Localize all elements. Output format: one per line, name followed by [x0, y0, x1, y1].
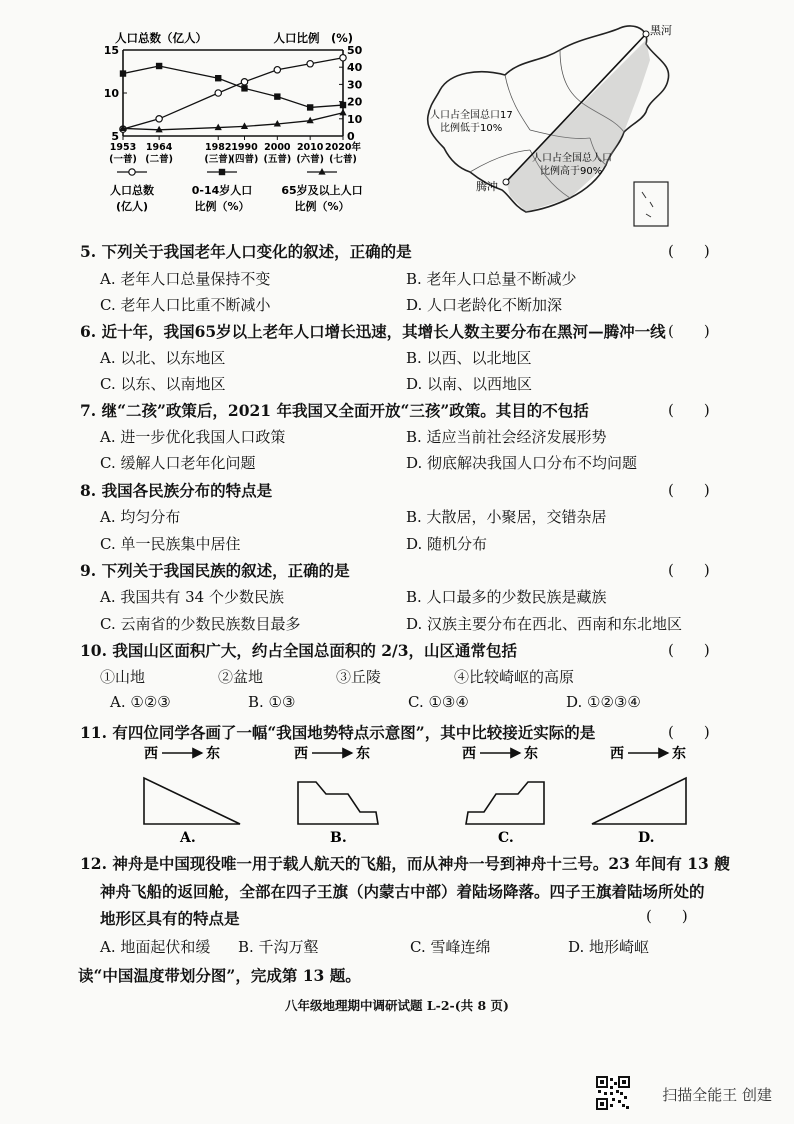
china-population-map	[410, 20, 685, 235]
q8-option-b[interactable]: B. 大散居，小聚居，交错杂居	[406, 508, 607, 526]
series-1-point	[241, 85, 247, 91]
q12-option-b[interactable]: B. 千沟万壑	[238, 938, 319, 956]
q7-option-b[interactable]: B. 适应当前社会经济发展形势	[406, 428, 607, 446]
q6-option-c[interactable]: C. 以东、以南地区	[100, 375, 226, 393]
diagram-a-east: 东	[206, 746, 220, 762]
q10-option-d[interactable]: D. ①②③④	[566, 693, 641, 711]
right-axis-title: 人口比例 (%)	[273, 31, 353, 45]
diagram-a-label: A.	[180, 830, 196, 846]
question-11-stem: 11. 有四位同学各画了一幅“我国地势特点示意图”，其中比较接近实际的是	[80, 723, 596, 742]
tengchong-label: 腾冲	[476, 180, 498, 193]
q10-item-3: ③丘陵	[336, 668, 382, 686]
q6-option-b[interactable]: B. 以西、以北地区	[406, 349, 532, 367]
question-5-stem: 5. 下列关于我国老年人口变化的叙述，正确的是	[80, 242, 412, 261]
q7-option-d[interactable]: D. 彻底解决我国人口分布不均问题	[406, 454, 638, 472]
qr-code-icon	[596, 1076, 630, 1110]
diagram-b-west: 西	[294, 746, 308, 762]
census-label: (四普)	[230, 154, 259, 165]
left-tick-label: 15	[103, 44, 119, 57]
diagram-c[interactable]	[462, 745, 544, 846]
q12-option-a[interactable]: A. 地面起伏和缓	[100, 938, 211, 956]
question-7-answer-paren[interactable]: ( )	[668, 401, 710, 419]
series-1-point	[340, 102, 346, 108]
q10-option-a[interactable]: A. ①②③	[110, 693, 171, 711]
q6-option-a[interactable]: A. 以北、以东地区	[100, 349, 226, 367]
diagram-d-shape	[592, 778, 686, 824]
diagram-c-east: 东	[524, 746, 538, 762]
diagram-c-west: 西	[462, 746, 476, 762]
question-7-stem: 7. 继“二孩”政策后，2021 年我国又全面开放“三孩”政策。其目的不包括	[80, 401, 589, 420]
terrain-profile-diagrams	[130, 742, 700, 848]
question-8-stem: 8. 我国各民族分布的特点是	[80, 481, 273, 500]
question-9-answer-paren[interactable]: ( )	[668, 561, 710, 579]
q10-option-c[interactable]: C. ①③④	[408, 693, 469, 711]
question-6-stem: 6. 近十年，我国65岁以上老年人口增长迅速，其增长人数主要分布在黑河—腾冲一线	[80, 322, 666, 341]
q7-option-c[interactable]: C. 缓解人口老年化问题	[100, 454, 256, 472]
heihe-point	[643, 31, 649, 37]
series-1-point	[215, 75, 221, 81]
diagram-a-shape	[144, 778, 240, 824]
left-tick-label: 5	[111, 130, 119, 143]
question-9-stem: 9. 下列关于我国民族的叙述，正确的是	[80, 561, 350, 580]
question-12-stem-line-2: 神舟飞船的返回舱，全部在四子王旗（内蒙古中部）着陆场降落。四子王旗着陆场所处的	[100, 882, 705, 901]
series-0-point	[215, 90, 221, 96]
read-note: 读“中国温度带划分图”，完成第 13 题。	[78, 966, 361, 985]
q7-option-a[interactable]: A. 进一步优化我国人口政策	[100, 428, 286, 446]
tengchong-point	[503, 179, 509, 185]
x-tick-label: 1964	[145, 142, 173, 153]
series-0-point	[340, 55, 346, 61]
question-10-stem: 10. 我国山区面积广大，约占全国总面积的 2/3，山区通常包括	[80, 641, 517, 660]
diagram-b-label: B.	[330, 830, 347, 846]
legend-name-0: 人口总数	[110, 184, 154, 197]
diagram-d-west: 西	[610, 746, 624, 762]
series-2-point	[339, 109, 346, 116]
q5-option-c[interactable]: C. 老年人口比重不断减小	[100, 296, 271, 314]
series-0-point	[307, 61, 313, 67]
x-tick-label: 1990	[231, 142, 258, 153]
question-5-answer-paren[interactable]: ( )	[668, 242, 710, 260]
right-tick-label: 30	[347, 78, 363, 92]
census-label: (一普)	[109, 154, 137, 165]
legend-marker-0	[129, 169, 135, 175]
legend-unit-1: 比例（%）	[194, 200, 250, 213]
q10-item-1: ①山地	[100, 668, 146, 686]
scanner-watermark: 扫描全能王 创建	[662, 1086, 772, 1104]
legend-name-1: 0-14岁人口	[191, 184, 253, 197]
diagram-d-east: 东	[672, 746, 686, 762]
x-tick-label: 1982	[204, 142, 232, 153]
heihe-label: 黑河	[650, 24, 672, 37]
series-1-point	[120, 70, 126, 76]
question-6-answer-paren[interactable]: ( )	[668, 322, 710, 340]
q8-option-d[interactable]: D. 随机分布	[406, 535, 488, 553]
page-footer: 八年级地理期中调研试题 L-2-(共 8 页)	[285, 998, 509, 1013]
diagram-c-label: C.	[498, 830, 514, 846]
question-10-answer-paren[interactable]: ( )	[668, 641, 710, 659]
q9-option-a[interactable]: A. 我国共有 34 个少数民族	[100, 588, 284, 606]
right-tick-label: 10	[347, 112, 363, 126]
legend-name-2: 65岁及以上人口	[281, 184, 363, 197]
question-11-answer-paren[interactable]: ( )	[668, 723, 710, 741]
right-tick-label: 20	[347, 95, 363, 109]
legend-unit-2: 比例（%）	[294, 200, 350, 213]
diagram-b-east: 东	[356, 746, 370, 762]
series-0-point	[156, 116, 162, 122]
q10-option-b[interactable]: B. ①③	[248, 693, 296, 711]
legend-marker-1	[219, 169, 225, 175]
series-1-point	[274, 93, 280, 99]
series-0-point	[274, 67, 280, 73]
census-label: (三普)	[204, 154, 233, 165]
question-8-answer-paren[interactable]: ( )	[668, 481, 710, 499]
q9-option-c[interactable]: C. 云南省的少数民族数目最多	[100, 615, 301, 633]
q9-option-b[interactable]: B. 人口最多的少数民族是藏族	[406, 588, 607, 606]
diagram-b-shape	[298, 782, 378, 824]
q8-option-a[interactable]: A. 均匀分布	[100, 508, 181, 526]
q6-option-d[interactable]: D. 以南、以西地区	[406, 375, 533, 393]
east-label-1: 人口占全国总人口	[532, 153, 612, 164]
q9-option-d[interactable]: D. 汉族主要分布在西北、西南和东北地区	[406, 615, 683, 633]
legend-marker-2	[318, 168, 325, 175]
census-label: (七普)	[329, 154, 357, 165]
legend-unit-0: (亿人)	[115, 200, 149, 213]
diagram-a[interactable]	[144, 745, 240, 846]
diagram-b[interactable]	[294, 745, 378, 846]
x-tick-label: 2000	[264, 142, 291, 153]
west-label-1: 人口占全国总口17	[430, 110, 513, 121]
east-label-2: 比例高于90%	[540, 166, 603, 177]
q5-option-d[interactable]: D. 人口老龄化不断加深	[406, 296, 563, 314]
q5-option-a[interactable]: A. 老年人口总量保持不变	[100, 270, 271, 288]
diagram-a-west: 西	[144, 746, 158, 762]
q10-item-4: ④比较崎岖的高原	[454, 668, 575, 686]
q8-option-c[interactable]: C. 单一民族集中居住	[100, 535, 241, 553]
q12-option-c[interactable]: C. 雪峰连绵	[410, 938, 491, 956]
population-chart	[95, 22, 395, 222]
west-label-2: 比例低于10%	[440, 123, 503, 134]
census-label: (五普)	[263, 154, 292, 165]
right-tick-label: 50	[347, 44, 363, 57]
left-axis-title: 人口总数（亿人）	[115, 31, 207, 45]
question-12-stem-line-1: 12. 神舟是中国现役唯一用于载人航天的飞船，而从神舟一号到神舟十三号。23 年间有 13 艘	[80, 854, 730, 873]
diagram-d-label: D.	[638, 830, 655, 846]
question-12-answer-paren[interactable]: ( )	[646, 907, 688, 925]
census-label: (二普)	[145, 154, 173, 165]
x-tick-label: 1953	[109, 142, 137, 153]
series-0-point	[241, 79, 247, 85]
q12-option-d[interactable]: D. 地形崎岖	[568, 938, 650, 956]
q10-item-2: ②盆地	[218, 668, 264, 686]
diagram-c-shape	[466, 782, 544, 824]
question-12-stem-line-3: 地形区具有的特点是	[100, 909, 240, 928]
south-sea-islands	[642, 192, 653, 217]
diagram-d[interactable]	[592, 745, 686, 846]
census-label: (六普)	[296, 154, 325, 165]
right-tick-label: 40	[347, 61, 363, 75]
right-tick-label: 0	[347, 130, 355, 143]
series-1-point	[307, 104, 313, 110]
x-tick-label: 2020年	[325, 142, 361, 153]
x-tick-label: 2010	[296, 142, 324, 153]
q5-option-b[interactable]: B. 老年人口总量不断减少	[406, 270, 577, 288]
series-1-point	[156, 63, 162, 69]
left-tick-label: 10	[103, 87, 119, 100]
